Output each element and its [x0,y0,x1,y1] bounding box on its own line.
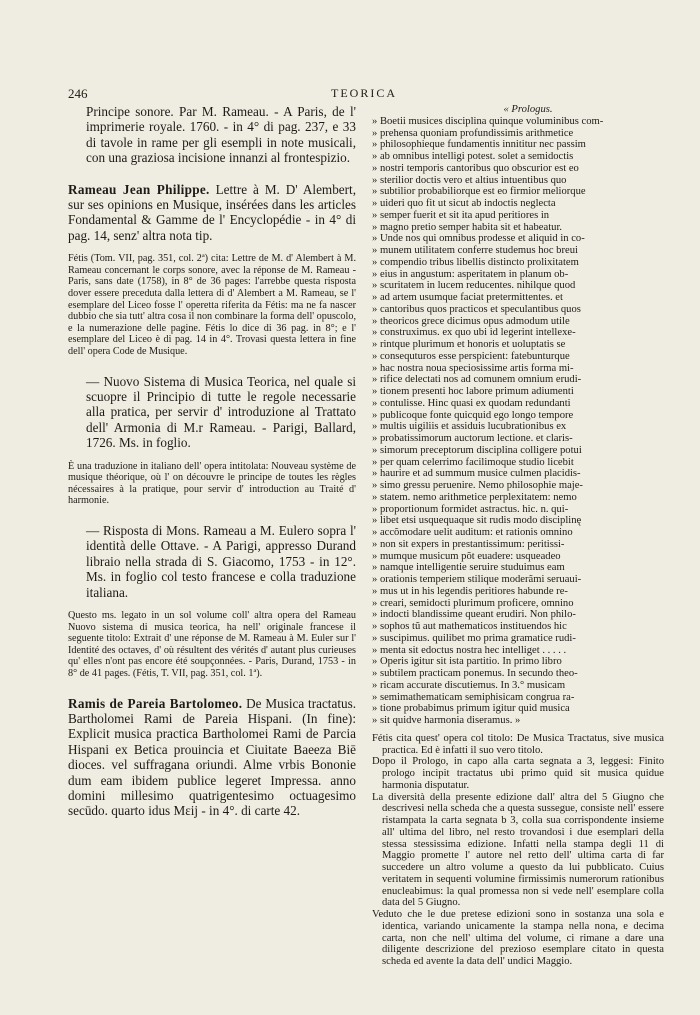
prologus-line: » compendio tribus libellis distincto prolixitatem [372,256,579,268]
left-column [68,104,356,819]
prologus-line: » non sit expers in prestantissimum: peritissi- [372,538,565,550]
running-title: TEORICA [331,86,397,100]
prologus-line: » Boetii musices disciplina quinque voluminibus com- [372,115,604,127]
prologus-line: » construximus. ex quo ubi id legerint intellexe- [372,327,576,339]
entry-note: È una traduzione in italiano dell' opera intitolata: Nouveau système de musique théorique, où l' on découvre le principe de toutes les règles nécessaires à la pratique, pour servir d' introduction au Traité d' harmonie. [68,460,356,507]
prologus-line: » Operis igitur sit ista partitio. In primo libro [372,656,562,668]
prologus-line: » uideri quo fit ut sicut ab indoctis neglecta [372,198,556,209]
prologus-line: » indocti blandissime queant erudiri. Non philo- [372,609,576,621]
entry-ramis [68,696,356,819]
diversita-note: La diversità della presente edizione dall' altra del 5 Giugno che descrivesi nella scheda che a questa sussegue, consiste nell' essere ristampata la carta segnata b 3, colla sua corrispondente insieme all' ultima del libro, nel resto trovandosi i due esemplari della stessa stessissima edizione. Infatti nella stampa degli 11 di Maggio promette l' autore nel retto dell' ultima carta di far succedere un altro volume a questo da lui pubblicato. Cuius veritatem in sequenti volumine firmissimis numerorum rationibus enucleabimus: la qual promessa non si vede nell' esemplare colla data del 5 Giugno. [372,791,664,909]
prologus-line: » tionem presenti hoc labore primum adiumenti [372,386,574,397]
prologus-line: » sterilior doctis vero et altius intuentibus quo [372,174,567,186]
prologus-line: » magno pretio semper habita sit et habeatur. [372,221,563,233]
prologus-line: » subtilem practicam ponemus. In secundo theo- [372,668,578,679]
prologus-quote [372,116,664,727]
prologus-line: » publicoque fonte quicquid ego longo tempore [372,409,574,421]
running-header [68,86,660,102]
prologus-line: » hac nostra noua speciosissime artis forma mi- [372,362,574,374]
prologus-line: » prehensa quoniam profundissimis arithmetice [372,127,574,139]
prologus-line: » contulisse. Hinc quasi ex quodam redundanti [372,397,571,409]
prologus-line: » menta sit edoctus nostra hec intelliget . . . . . [372,644,567,656]
prologus-line: » probatissimorum auctorum lectione. et claris- [372,433,573,444]
prologus-line: » per quam celerrimo facilimoque studio licebit [372,456,574,468]
entry-author: Ramis de Pareia Bartolomeo. [68,695,243,711]
prologus-line: » creari, semidocti plurimum proficere, omnino [372,597,574,609]
prologus-line: » scuritatem in lucem reducentes. nihilque quod [372,280,576,292]
prologus-line: » tione probabimus primum igitur quid musica [372,703,570,715]
prologus-line: » semimathematicam semiphisicam congrua ra- [372,691,575,703]
prologus-line: » libet etsi usquequaque sit rudis modo disciplinę [372,515,582,527]
prologus-line: » munem utilitatem conferre studemus hoc breui [372,245,578,256]
entry-continuation: Principe sonore. Par M. Rameau. - A Paris, de l' imprimerie royale. 1760. - in 4° di pag. 237, e 33 di tavole in rame per gli esempli in note musicali, con una graziosa incisione innanzi al frontespizio. [86,104,356,166]
prologus-line: » sit quidve harmonia diseramus. » [372,715,521,726]
entry-title: De Musica tractatus. Bartholomei Rami de Pareia Hispani. (In fine): Explicit musica practica Bartholomei Rami de Parcia Hispani ex Betica prouincia et Ciuitate Baeeza Biē dioces. vel suffragana oriundi. Alme vrbis Bononie dum eam ibidem publice legeret Impressa. anno domini millesimo quatrigentesimo octuagesimo secūdo. quarto idus Mεij - in 4°. di carte 42. [68,695,357,819]
entry-nuovo-sistema: — Nuovo Sistema di Musica Teorica, nel quale si scuopre il Principio di tutte le regole necessarie alla pratica, per servir d' introduzione al Trattato dell' Armonia di M.r Rameau. - Parigi, Ballard, 1726. Ms. in foglio. [86,373,356,451]
prologus-line: » philosophieque fundamentis innititur nec passim [372,139,586,151]
prologus-line: » ab omnibus intelligi potest. solet a semidoctis [372,151,574,162]
prologus-heading: « Prologus. [503,104,553,115]
prologus-line: » mumque musicum põt euadere: usqueadeo [372,550,561,562]
entry-rameau-lettre [68,182,356,244]
prologus-line: » accõmodare uelit auditum: et rationis omnino [372,527,573,538]
entry-note: Questo ms. legato in un sol volume coll' altra opera del Rameau Nuovo sistema di musica teorica, ha nell' originale francese il seguente titolo: Extrait d' une réponse de M. Rameau à M. Euler sur l' Identité des octaves, d' où résultent des vérités d' autant plus curieuses qu' elles n'ont pas encore été soupçonnées. - Paris, Durand, 1753 - in 8° de 41 pages. (Fétis, T. VII, pag. 351, col. 1ª). [68,610,356,679]
prologus-line: » haurire et ad summum musice culmen placidis- [372,468,581,480]
prologus-line: » mus ut in his legendis peritiores habunde re- [372,585,568,597]
entry-risposta: — Risposta di Mons. Rameau a M. Eulero sopra l' identità delle Ottave. - A Parigi, appresso Durand libraio nella strada di S. Giacomo, 1753 - in 12°. Ms. in foglio col testo francese e colla traduzione italiana. [86,523,356,600]
prologus-line: » statem. nemo arithmetice perplexitatem: nemo [372,491,577,503]
prologus-line: » simorum preceptorum disciplina colligere potui [372,444,582,456]
prologus-line: » suscipimus. quilibet mo prima gramatice rudi- [372,632,576,644]
right-column [372,104,664,968]
entry-title: Lettre à M. D' Alembert, sur ses opinions en Musique, inséréeѕ dans les articles Fondamental & Gamme de l' Encyclopédie - in 4° di pag. 14, senz' altra nota tip. [68,181,356,243]
prologus-line: » eius in angustum: asperitatem in planum ob- [372,268,569,280]
prologus-line: » nostri temporis cantoribus quo obscurior est eo [372,162,579,174]
prologus-line: » ricam accurate discutiemus. In 3.° musicam [372,679,566,691]
prologus-line: » ad artem usumque faciat pretermittentes. et [372,292,563,303]
prologus-line: » consequturos esse perspicient: fatebunturque [372,350,570,362]
prologus-line: » simo gressu peruenire. Nemo philosophie maje- [372,480,583,491]
prologus-line: » sophos tũ aut mathematicos instituendos hic [372,621,567,632]
entry-note: Fétis (Tom. VII, pag. 351, col. 2ª) cita: Lettre de M. d' Alembert à M. Rameau concernant le corps sonore, avec la réponse de M. Rameau - Paris, sans date (1758), in 8° de 36 pages: l'arrebbe questa risposta dover essere preceduta dalla lettera di d' Alembert a M. Rameau, se l' esemplare del Liceo fosse l' operetta riferita da Fétis: ma ne fa nascer dubbio che sia tutt' altra cosa il non combinare la forma dell' opuscolo, e la numerazione delle pagine. Fétis lo dice di 36 pag. in 8°; e l' esemplare del Liceo è di pag. 14 in 4°. Trovasi questa lettera in fine dell' opera Code de Musique. [68,253,356,357]
prologus-line: » rintque plurimum et honoris et uoluptatis se [372,339,566,350]
prologus-line: » cantoribus quos practicos et speculantibus quos [372,303,581,315]
entry-author: Rameau Jean Philippe. [68,181,210,197]
prologus-line: » proportionum formidet astractus. hic. n. qui- [372,503,569,515]
prologo-note: Dopo il Prologo, in capo alla carta segnata a 3, leggesi: Finito prologo incipit tractatus ubi primo quid sit musica quidue harmonia disputatur. [372,756,664,791]
prologus-line: » rifice delectati nos ad comunem omnium erudi- [372,374,582,386]
page-number: 246 [68,86,88,101]
prologus-line: » subtilior probabiliorque est eo firmior meliorque [372,186,586,198]
veduto-note: Veduto che le due pretese edizioni sono in sostanza una sola e identica, variando unicamente la stampa nella nona, e decima carta, non che nell' ultima del volume, ci rimane a dare una diligente descrizione del prezioso esemplare citato in questa scheda ed avente la data dell' undici Maggio. [372,909,664,967]
prologus-line: » multis uigiliis et assiduis lucubrationibus ex [372,421,567,433]
prologus-line: » orationis temperiem stilique moderãmi seruaui- [372,574,582,585]
fetis-note: Fétis cita quest' opera col titolo: De Musica Tractatus, sive musica practica. Ed è infatti il suo vero titolo. [372,732,664,756]
prologus-line: » namque intelligentie seruire studuimus eam [372,562,565,574]
prologus-line: » semper fuerit et sit ita apud peritiores in [372,209,550,221]
prologus-line: » theoricos grece dicimus opus admodum utile [372,315,570,327]
prologus-line: » Unde nos qui omnibus prodesse et aliquid in co- [372,233,585,245]
